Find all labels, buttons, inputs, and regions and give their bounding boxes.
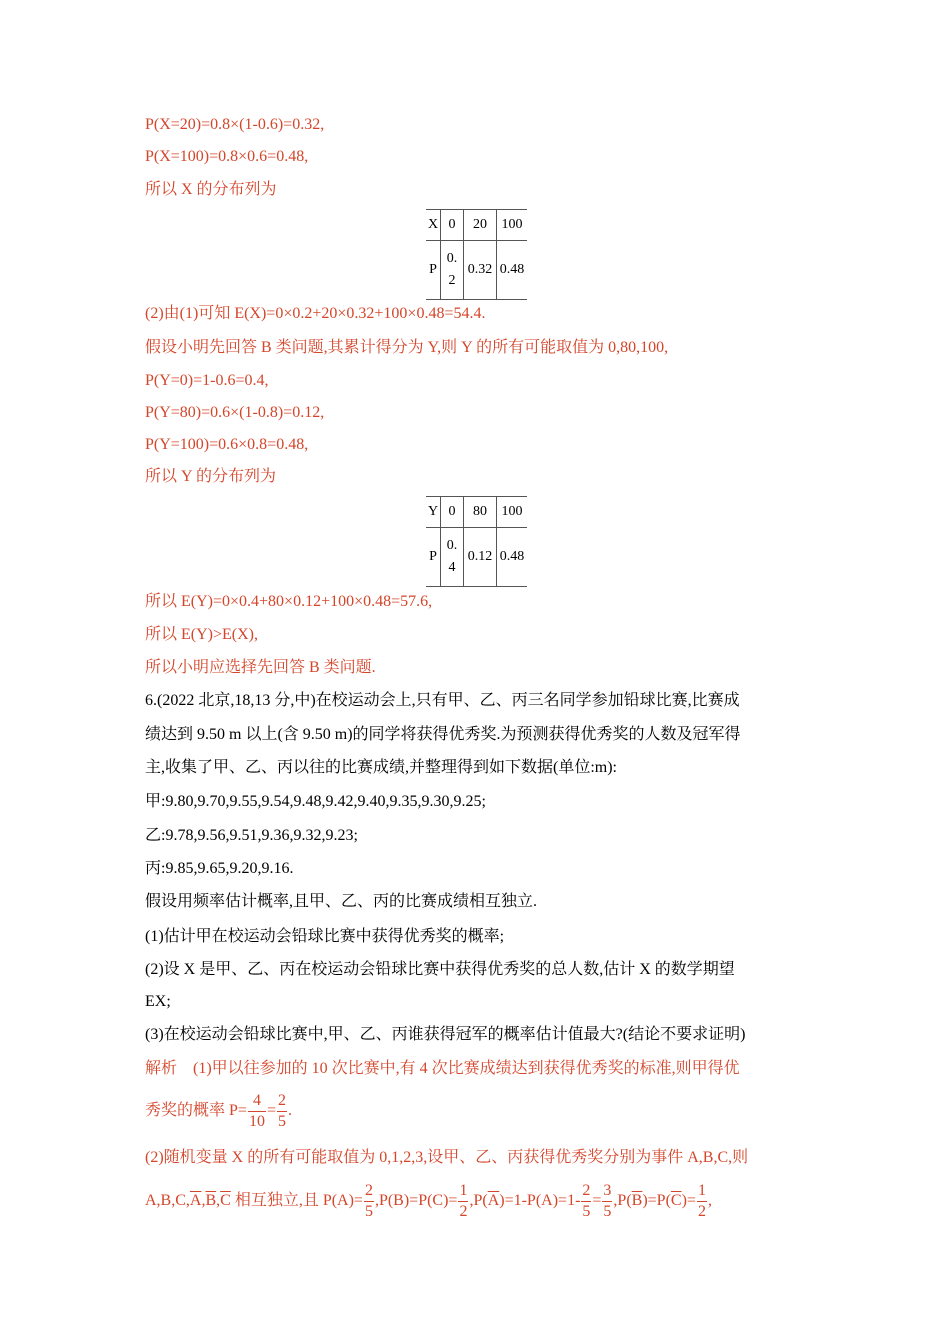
table-cell: 80: [464, 497, 497, 528]
fraction-denominator: 5: [582, 1202, 591, 1220]
fraction-numerator: 1: [697, 1181, 707, 1202]
table-cell: 0.12: [464, 528, 497, 587]
question-line: 丙:9.85,9.65,9.20,9.16.: [145, 860, 294, 877]
solution-line: P(Y=100)=0.6×0.8=0.48,: [145, 436, 309, 453]
solution-line: 所以 E(Y)=0×0.4+80×0.12+100×0.48=57.6,: [145, 593, 433, 610]
text-run: A,B,C,: [145, 1192, 190, 1209]
fraction: [364, 1181, 374, 1222]
question-line: 乙:9.78,9.56,9.51,9.36,9.32,9.23;: [145, 827, 358, 844]
question-line: (3)在校运动会铅球比赛中,甲、乙、丙谁获得冠军的概率估计值最大?(结论不要求证明): [145, 1026, 746, 1043]
table-cell: 0: [441, 497, 464, 528]
text-run: ,: [216, 1192, 221, 1209]
event-complement: $\overline{B}$: [205, 1192, 217, 1209]
table-cell: 0.48: [497, 528, 528, 587]
event-complement: $\overline{B}$: [631, 1192, 643, 1209]
event-complement: $\overline{C}$: [670, 1192, 682, 1209]
solution-line: P(X=100)=0.8×0.6=0.48,: [145, 148, 309, 165]
solution-line: 所以 Y 的分布列为: [145, 468, 276, 485]
question-line: (2)设 X 是甲、乙、丙在校运动会铅球比赛中获得优秀奖的总人数,估计 X 的数学期望: [145, 961, 735, 978]
solution-line: 假设小明先回答 B 类问题,其累计得分为 Y,则 Y 的所有可能取值为 0,80,100,: [145, 339, 669, 356]
text-run: )=: [681, 1192, 696, 1209]
text-run: ,P(: [469, 1192, 488, 1209]
text-run: ,P(B)=P(C)=: [374, 1192, 458, 1209]
table-cell: P: [429, 262, 437, 277]
fraction: [248, 1091, 266, 1132]
table-cell: 100: [497, 497, 528, 528]
fraction: [458, 1181, 468, 1222]
text-run: )=1-P(A)=1-: [499, 1192, 581, 1209]
solution-line: 所以 X 的分布列为: [145, 181, 277, 198]
fraction-denominator: 10: [248, 1112, 265, 1130]
question-line: 绩达到 9.50 m 以上(含 9.50 m)的同学将获得优秀奖.为预测获得优秀奖的人数及冠军得: [145, 726, 741, 743]
text-run: ,: [707, 1192, 712, 1209]
event-complement: $\overline{A}$: [487, 1192, 500, 1209]
fraction-numerator: 2: [581, 1181, 591, 1202]
distribution-table-x: [426, 209, 527, 300]
fraction: [581, 1181, 591, 1222]
fraction-denominator: 5: [364, 1202, 373, 1220]
period: .: [287, 1102, 292, 1119]
text-run: 秀奖的概率 P=: [145, 1102, 247, 1119]
question-line: (1)估计甲在校运动会铅球比赛中获得优秀奖的概率;: [145, 928, 505, 945]
solution-line: (2)由(1)可知 E(X)=0×0.2+20×0.32+100×0.48=54.4.: [145, 305, 486, 322]
fraction-numerator: 4: [248, 1091, 266, 1112]
fraction-denominator: 2: [697, 1202, 706, 1220]
solution-line: (2)随机变量 X 的所有可能取值为 0,1,2,3,设甲、乙、丙获得优秀奖分别为事件 A,B,C,则: [145, 1149, 749, 1166]
fraction-denominator: 5: [277, 1112, 286, 1130]
table-cell: 0. 2: [441, 241, 464, 300]
text-run: )=P(: [642, 1192, 671, 1209]
solution-line: P(Y=80)=0.6×(1-0.8)=0.12,: [145, 404, 325, 421]
fraction-denominator: 5: [603, 1202, 612, 1220]
question-line: EX;: [145, 993, 171, 1010]
table-cell: P: [429, 549, 437, 564]
event-complement: $\overline{C}$: [220, 1192, 231, 1209]
fraction: [697, 1181, 707, 1222]
fraction-numerator: 1: [458, 1181, 468, 1202]
table-cell: 0.32: [464, 241, 497, 300]
distribution-table-y: [426, 496, 527, 587]
text-run: 相互独立,且 P(A)=: [230, 1192, 363, 1209]
question-line: 6.(2022 北京,18,13 分,中)在校运动会上,只有甲、乙、丙三名同学参加铅球比赛,比赛成: [145, 692, 740, 709]
fraction-numerator: 3: [602, 1181, 612, 1202]
fraction-numerator: 2: [277, 1091, 287, 1112]
question-line: 假设用频率估计概率,且甲、乙、丙的比赛成绩相互独立.: [145, 893, 538, 910]
question-line: 甲:9.80,9.70,9.55,9.54,9.48,9.42,9.40,9.35,9.30,9.25;: [145, 793, 486, 810]
table-cell: 20: [464, 210, 497, 241]
table-cell: 0: [441, 210, 464, 241]
solution-line-fraction: [145, 1180, 712, 1222]
text-run: ,: [201, 1192, 206, 1209]
table-cell: Y: [426, 497, 441, 528]
question-line: 主,收集了甲、乙、丙以往的比赛成绩,并整理得到如下数据(单位:m):: [145, 759, 617, 776]
solution-line: P(X=20)=0.8×(1-0.6)=0.32,: [145, 116, 325, 133]
fraction: [602, 1181, 612, 1222]
table-cell: 100: [497, 210, 528, 241]
equals-sign: =: [592, 1192, 602, 1209]
fraction-denominator: 2: [459, 1202, 468, 1220]
equals-sign: =: [266, 1102, 276, 1119]
table-cell: X: [426, 210, 441, 241]
solution-line: P(Y=0)=1-0.6=0.4,: [145, 372, 269, 389]
table-cell: 0. 4: [441, 528, 464, 587]
text-run: ,P(: [613, 1192, 632, 1209]
fraction-numerator: 2: [364, 1181, 374, 1202]
table-cell: 0.48: [497, 241, 528, 300]
solution-line-fraction: [145, 1090, 292, 1132]
solution-line: 解析 (1)甲以往参加的 10 次比赛中,有 4 次比赛成绩达到获得优秀奖的标准,则甲得优: [145, 1060, 740, 1077]
fraction: [277, 1091, 287, 1132]
event-complement: $\overline{A}$: [189, 1192, 202, 1209]
solution-line: 所以小明应选择先回答 B 类问题.: [145, 659, 376, 676]
solution-line: 所以 E(Y)>E(X),: [145, 626, 258, 643]
